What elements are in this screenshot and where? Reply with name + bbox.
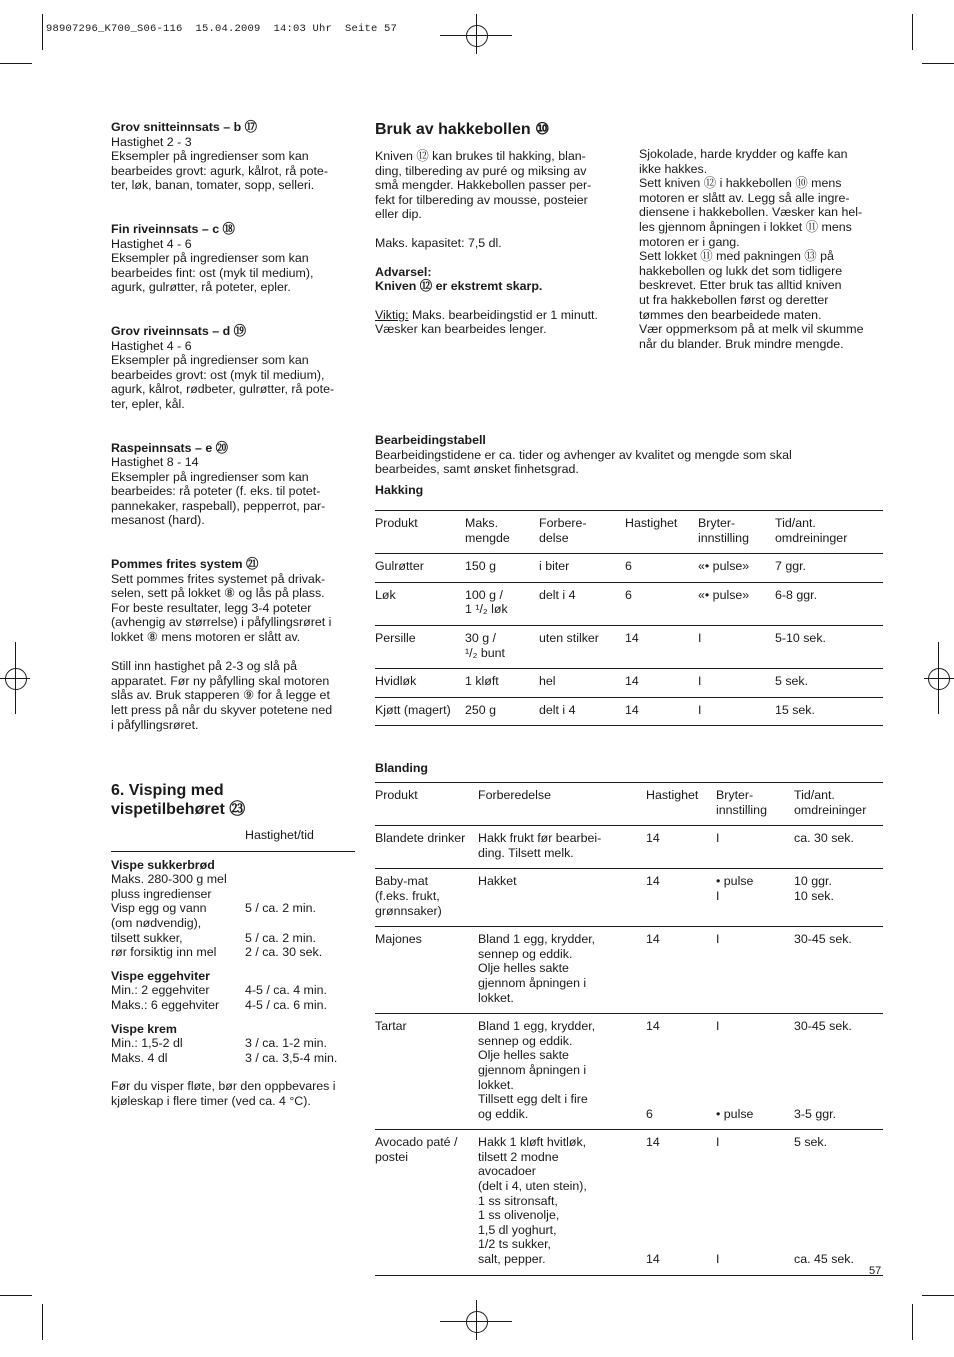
table-cell: 14 — [646, 927, 716, 1014]
table-cell: 30-45 sek. — [794, 927, 883, 1014]
hakkebollen-line: Kniven ⑫ kan brukes til hakking, blan- — [375, 149, 586, 163]
insert-line: slås av. Bruk stapperen ⑨ for å legge et — [111, 688, 330, 703]
hakkebollen-col2-line: Sett lokket ⑪ med pakningen ⑬ på — [639, 249, 834, 264]
bearbeiding-line: bearbeides, samt ønsket finhetsgrad. — [375, 462, 579, 477]
table-header-cell: Hastighet — [625, 511, 698, 554]
table-cell: 30 g / ¹/₂ bunt — [465, 625, 539, 668]
insert-line: ter, epler, kål. — [111, 396, 185, 411]
visping-ingredient: (om nødvendig), — [111, 915, 202, 930]
table-row — [375, 697, 883, 726]
insert-line: bearbeides fint: ost (myk til medium), — [111, 265, 314, 280]
visping-note-line: kjøleskap i flere timer (ved ca. 4 °C). — [111, 1093, 311, 1108]
insert-line: Hastighet 2 - 3 — [111, 134, 192, 149]
hakkebollen-col2-line: motoren er i gang. — [639, 234, 740, 249]
visping-note-line: Før du visper fløte, bør den oppbevares i — [111, 1079, 336, 1094]
table-cell: • pulse I — [716, 869, 794, 927]
visping-row — [111, 983, 355, 998]
table-cell: 6 — [625, 554, 698, 583]
page-number: 57 — [869, 1265, 882, 1277]
table-cell: 14 — [625, 625, 698, 668]
visping-speed: 3 / ca. 1-2 min. — [245, 1036, 327, 1051]
hakkebollen-col2-line: Sjokolade, harde krydder og kaffe kan — [639, 147, 848, 161]
insert-line: Eksempler på ingredienser som kan — [111, 251, 309, 266]
table-cell: 15 sek. — [775, 697, 883, 726]
table-cell: Hvidløk — [375, 669, 465, 698]
insert-title: Fin riveinnsats – c ⑱ — [111, 221, 235, 236]
visping-ingredient: Maks. 280-300 g mel — [111, 872, 227, 887]
table-cell: Tartar — [375, 1014, 478, 1130]
insert-line: Eksempler på ingredienser som kan — [111, 149, 309, 164]
table-header-cell: Hastighet — [646, 783, 716, 826]
table-cell: 150 g — [465, 554, 539, 583]
table-cell: 30-45 sek. 3-5 ggr. — [794, 1014, 883, 1130]
table-header-row — [375, 783, 883, 826]
insert-section — [111, 557, 361, 732]
table-row — [375, 1014, 883, 1130]
bearbeiding-line: Bearbeidingstidene er ca. tider og avhenger av kvalitet og mengde som skal — [375, 447, 792, 462]
visping-groups — [111, 858, 355, 1066]
insert-line: i påfyllingsrøret. — [111, 717, 199, 732]
insert-line — [111, 645, 361, 660]
table-cell: 14 — [625, 697, 698, 726]
table-cell: 14 — [625, 669, 698, 698]
insert-line: bearbeides grovt: ost (myk til medium), — [111, 367, 325, 382]
important-label: Viktig: — [375, 307, 409, 322]
visping-row — [111, 1036, 355, 1051]
visping-speed: 5 / ca. 2 min. — [245, 901, 316, 916]
table-cell: I — [716, 927, 794, 1014]
visping-speed: 3 / ca. 3,5-4 min. — [245, 1050, 338, 1065]
visping-section — [111, 781, 355, 1109]
table-cell: «• pulse» — [698, 554, 775, 583]
insert-line: Eksempler på ingredienser som kan — [111, 469, 309, 484]
insert-line: lokket ⑧ mens motoren er slått av. — [111, 630, 301, 645]
visping-row — [111, 872, 355, 887]
hakking-title: Hakking — [375, 482, 424, 497]
visping-row — [111, 901, 355, 916]
table-cell: hel — [539, 669, 625, 698]
hakkebollen-col2-line: Sett kniven ⑫ i hakkebollen ⑩ mens — [639, 176, 842, 191]
table-row — [375, 625, 883, 668]
hakkebollen-col2-line: motoren er slått av. Legg så alle ingre- — [639, 190, 850, 205]
table-cell: Hakk frukt før bearbei- ding. Tilsett melk. — [478, 826, 646, 869]
hakking-table-wrap — [375, 510, 883, 726]
table-cell: ca. 30 sek. — [794, 826, 883, 869]
insert-line: selen, sett på lokket ⑧ og lås på plass. — [111, 586, 325, 601]
blanding-table-wrap — [375, 782, 883, 1276]
table-row — [375, 826, 883, 869]
table-cell: I I — [716, 1130, 794, 1275]
table-row — [375, 669, 883, 698]
bearbeiding-text — [375, 448, 895, 477]
table-cell: Bland 1 egg, krydder, sennep og eddik. Olje helles sakte gjennom åpningen i lokket. — [478, 927, 646, 1014]
hakkebollen-heading: Bruk av hakkebollen ⑩ — [375, 121, 550, 138]
visping-ingredient: Min.: 2 eggehviter — [111, 983, 210, 998]
table-cell: Majones — [375, 927, 478, 1014]
warning-title: Advarsel: — [375, 264, 432, 279]
table-cell: 6 — [625, 582, 698, 625]
visping-note — [111, 1079, 355, 1108]
visping-group-title: Vispe krem — [111, 1021, 177, 1036]
important-text: Maks. bearbeidingstid er 1 minutt. — [408, 307, 598, 322]
insert-line: Hastighet 4 - 6 — [111, 236, 192, 251]
hakkebollen-col2-line: diensene i hakkebollen. Væsker kan hel- — [639, 205, 863, 220]
visping-col-header: Hastighet/tid — [111, 828, 355, 852]
hakkebollen-col2-line: ikke hakkes. — [639, 161, 708, 176]
insert-title: Pommes frites system ㉑ — [111, 557, 259, 572]
visping-group — [111, 969, 355, 1013]
insert-line: Still inn hastighet på 2-3 og slå på — [111, 659, 297, 674]
table-cell: 14 6 — [646, 1014, 716, 1130]
table-cell: Avocado paté / postei — [375, 1130, 478, 1275]
visping-row — [111, 887, 355, 902]
visping-speed: 4-5 / ca. 4 min. — [245, 983, 327, 998]
table-cell: «• pulse» — [698, 582, 775, 625]
table-row — [375, 582, 883, 625]
hakkebollen-line: ding, tilbereding av puré og miksing av — [375, 163, 587, 178]
visping-group-title: Vispe sukkerbrød — [111, 857, 215, 872]
visping-ingredient: pluss ingredienser — [111, 886, 212, 901]
bearbeiding-title: Bearbeidingstabell — [375, 433, 486, 447]
warning-text: Kniven ⑫ er ekstremt skarp. — [375, 279, 543, 294]
insert-section — [111, 324, 361, 412]
table-row — [375, 927, 883, 1014]
table-header-cell: Bryter- innstilling — [698, 511, 775, 554]
table-cell: 10 ggr. 10 sek. — [794, 869, 883, 927]
table-cell: Baby-mat (f.eks. frukt, grønnsaker) — [375, 869, 478, 927]
visping-speed: 2 / ca. 30 sek. — [245, 945, 323, 960]
visping-row — [111, 945, 355, 960]
hakking-table — [375, 510, 883, 726]
visping-ingredient: tilsett sukker, — [111, 930, 183, 945]
table-cell: Bland 1 egg, krydder, sennep og eddik. Olje helles sakte gjennom åpningen i lokket. Tillsett egg delt i fire og eddik. — [478, 1014, 646, 1130]
hakkebollen-col2 — [639, 147, 889, 351]
table-cell: Hakket — [478, 869, 646, 927]
insert-line: pannekaker, raspeball), pepperrot, par- — [111, 498, 326, 513]
insert-title: Grov riveinnsats – d ⑲ — [111, 323, 246, 338]
table-cell: Gulrøtter — [375, 554, 465, 583]
table-cell: 5-10 sek. — [775, 625, 883, 668]
hakkebollen-col1 — [375, 120, 625, 337]
insert-title: Raspeinnsats – e ⑳ — [111, 440, 229, 455]
table-cell: i biter — [539, 554, 625, 583]
table-header-cell: Bryter- innstilling — [716, 783, 794, 826]
table-cell: 5 sek. — [775, 669, 883, 698]
visping-speed: 4-5 / ca. 6 min. — [245, 997, 327, 1012]
table-cell: Kjøtt (magert) — [375, 697, 465, 726]
insert-line: For beste resultater, legg 3-4 poteter — [111, 600, 312, 615]
insert-line: apparatet. Før ny påfylling skal motoren — [111, 673, 330, 688]
important-note — [375, 308, 625, 323]
insert-line: bearbeides: rå poteter (f. eks. til potet- — [111, 484, 321, 499]
table-cell: Hakk 1 kløft hvitløk, tilsett 2 modne avocadoer (delt i 4, uten stein), 1 ss sitronsaft, 1 ss olivenolje, 1,5 dl yoghurt, 1/2 ts sukker, salt, pepper. — [478, 1130, 646, 1275]
left-column — [111, 120, 361, 761]
table-row — [375, 554, 883, 583]
visping-row — [111, 1051, 355, 1066]
hakkebollen-line: fekt for tilbereding av mousse, posteier — [375, 192, 588, 207]
table-cell: delt i 4 — [539, 697, 625, 726]
blanding-title: Blanding — [375, 761, 428, 775]
hakkebollen-col2-line: når du blander. Bruk mindre mengde. — [639, 336, 844, 351]
table-row — [375, 869, 883, 927]
insert-title: Grov snitteinnsats – b ⑰ — [111, 120, 257, 134]
insert-line: agurk, kålrot, rødbeter, gulrøtter, rå pote- — [111, 382, 335, 397]
visping-ingredient: Maks. 4 dl — [111, 1050, 168, 1065]
table-cell: I — [698, 697, 775, 726]
table-header-cell: Tid/ant. omdreininger — [794, 783, 883, 826]
hakkebollen-col2-line: ut fra hakkebollen først og deretter — [639, 292, 829, 307]
print-header: 98907296_K700_S06-116 15.04.2009 14:03 Uhr Seite 57 — [46, 23, 398, 35]
insert-section — [111, 222, 361, 295]
hakkebollen-col2-line: hakkebollen og lukk det som tidligere — [639, 263, 843, 278]
insert-line: agurk, gulrøtter, rå poteter, epler. — [111, 280, 291, 295]
table-cell: 7 ggr. — [775, 554, 883, 583]
table-cell: delt i 4 — [539, 582, 625, 625]
hakkebollen-intro — [375, 149, 625, 222]
visping-group-title: Vispe eggehviter — [111, 968, 210, 983]
table-cell: 100 g / 1 ¹/₂ løk — [465, 582, 539, 625]
insert-line: mesanost (hard). — [111, 513, 205, 528]
insert-line: Sett pommes frites systemet på drivak- — [111, 571, 326, 586]
table-cell: 1 kløft — [465, 669, 539, 698]
visping-row — [111, 931, 355, 946]
hakkebollen-line: små mengder. Hakkebollen passer per- — [375, 178, 592, 193]
table-cell: uten stilker — [539, 625, 625, 668]
table-cell: 14 14 — [646, 1130, 716, 1275]
important-line2: Væsker kan bearbeides lenger. — [375, 322, 547, 337]
visping-heading: 6. Visping med vispetilbehøret ㉓ — [111, 782, 246, 818]
insert-line: Eksempler på ingredienser som kan — [111, 353, 309, 368]
table-cell: 14 — [646, 826, 716, 869]
table-header-cell: Produkt — [375, 511, 465, 554]
table-cell: I — [716, 826, 794, 869]
hakkebollen-col2-line: les gjennom åpningen i lokket ⑪ mens — [639, 219, 852, 234]
bearbeiding-intro — [375, 433, 895, 497]
table-cell: 5 sek. ca. 45 sek. — [794, 1130, 883, 1275]
table-cell: Blandete drinker — [375, 826, 478, 869]
table-cell: Løk — [375, 582, 465, 625]
insert-section — [111, 120, 361, 193]
table-cell: Persille — [375, 625, 465, 668]
table-header-cell: Produkt — [375, 783, 478, 826]
insert-line: bearbeides grovt: agurk, kålrot, rå pote- — [111, 163, 328, 178]
capacity-text: Maks. kapasitet: 7,5 dl. — [375, 235, 502, 250]
table-cell: I — [698, 625, 775, 668]
table-cell: I — [698, 669, 775, 698]
table-cell: 6-8 ggr. — [775, 582, 883, 625]
visping-row — [111, 998, 355, 1013]
hakkebollen-col2-line: Vær oppmerksom på at melk vil skumme — [639, 322, 864, 337]
table-cell: 14 — [646, 869, 716, 927]
visping-group — [111, 1022, 355, 1066]
visping-ingredient: Visp egg og vann — [111, 901, 207, 916]
insert-section — [111, 441, 361, 529]
hakkebollen-col2-line: tømmes den bearbeidede maten. — [639, 307, 822, 322]
insert-line: lett press på når du skyver potetene ned — [111, 703, 333, 717]
table-cell: 250 g — [465, 697, 539, 726]
visping-ingredient: Min.: 1,5-2 dl — [111, 1036, 183, 1051]
visping-group — [111, 858, 355, 960]
table-cell: I • pulse — [716, 1014, 794, 1130]
table-header-cell: Maks. mengde — [465, 511, 539, 554]
insert-line: (avhengig av størrelse) i påfyllingsrøret i — [111, 615, 332, 630]
visping-ingredient: Maks.: 6 eggehviter — [111, 997, 220, 1012]
visping-ingredient: rør forsiktig inn mel — [111, 945, 217, 960]
insert-line: Hastighet 8 - 14 — [111, 455, 199, 470]
blanding-table — [375, 782, 883, 1276]
table-header-row — [375, 511, 883, 554]
table-header-cell: Forberedelse — [478, 783, 646, 826]
table-header-cell: Tid/ant. omdreininger — [775, 511, 883, 554]
hakkebollen-line: eller dip. — [375, 207, 422, 222]
table-row — [375, 1130, 883, 1275]
table-header-cell: Forbere- delse — [539, 511, 625, 554]
visping-speed: 5 / ca. 2 min. — [245, 930, 316, 945]
visping-row — [111, 916, 355, 931]
insert-line: ter, løk, banan, tomater, sopp, selleri. — [111, 178, 315, 193]
insert-line: Hastighet 4 - 6 — [111, 338, 192, 353]
hakkebollen-col2-line: beskrevet. Etter bruk tas alltid kniven — [639, 278, 842, 293]
